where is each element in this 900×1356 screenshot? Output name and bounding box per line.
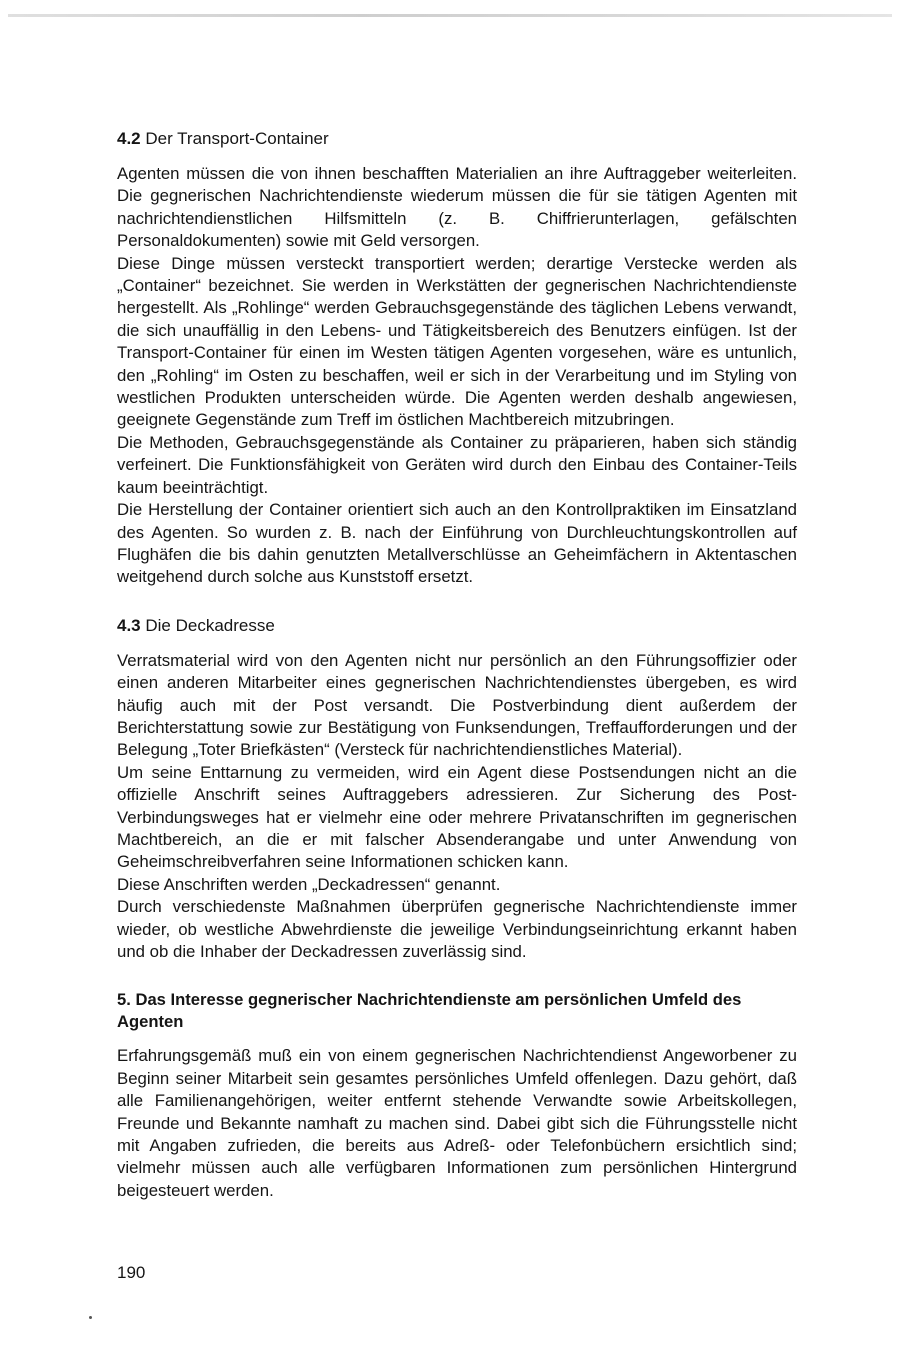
section-heading-4-3 (117, 615, 797, 637)
section-number: 4.2 (117, 129, 141, 148)
page-body (117, 128, 797, 1202)
paragraph: Diese Dinge müssen versteckt transportiert werden; derartige Verstecke werden als „Container“ bezeichnet. Sie werden in Werkstätten der gegnerischen Nachrichtendienste hergestellt. Als „Rohlinge“ werden Gebrauchsgegenstände des täglichen Lebens verwandt, die sich unauffällig in den Lebens- und Tätigkeitsbereich des Benutzers einfügen. Ist der Transport-Container für einen im Westen tätigen Agenten vorgesehen, wäre es untunlich, den „Rohling“ im Osten zu beschaffen, weil er sich in der Verarbeitung und im Styling von westlichen Produkten unterscheiden würde. Die Agenten werden deshalb angewiesen, geeignete Gegenstände zum Treff im östlichen Machtbereich mitzubringen. (117, 253, 797, 430)
paragraph: Agenten müssen die von ihnen beschafften Materialien an ihre Auftraggeber weiterleiten. Die gegnerischen Nachrichtendienste wiederum müssen die für sie tätigen Agenten mit nachrichtendienstlichen Hilfsmitteln (z. B. Chiffrierunterlagen, gefälschten Personaldokumenten) sowie mit Geld versorgen. (117, 164, 797, 251)
scan-speck (89, 1316, 92, 1319)
paragraph: Erfahrungsgemäß muß ein von einem gegnerischen Nachrichtendienst Angeworbener zu Beginn seiner Mitarbeit sein gesamtes persönliches Umfeld offenlegen. Dazu gehört, daß alle Familienangehörigen, weiter entfernt stehende Verwandte sowie Arbeitskollegen, Freunde und Bekannte namhaft zu machen sind. Dabei gibt sich die Führungsstelle nicht mit Angaben zufrieden, die bereits aus Adreß- oder Telefonbüchern ersichtlich sind; vielmehr müssen auch alle verfügbaren Informationen zum persönlichen Hintergrund beigesteuert werden. (117, 1046, 797, 1200)
section-title: Das Interesse gegnerischer Nachrichtendienste am persönlichen Umfeld des Agenten (117, 990, 742, 1032)
section-heading-4-2 (117, 128, 797, 150)
paragraph: Durch verschiedenste Maßnahmen überprüfen gegnerische Nachrichtendienste immer wieder, ob westliche Abwehrdienste die jeweilige Verbindungseinrichtung erkannt haben und ob die Inhaber der Deckadressen zuverlässig sind. (117, 897, 797, 961)
section-title: Der Transport-Container (145, 129, 329, 148)
section-number: 4.3 (117, 615, 141, 635)
section-number: 5. (117, 990, 131, 1010)
section-spacer (117, 963, 797, 989)
paragraph: Die Methoden, Gebrauchsgegenstände als Container zu präparieren, haben sich ständig verfeinert. Die Funktionsfähigkeit von Geräten wird durch den Einbau des Container-Teils kaum beeinträchtigt. (117, 432, 797, 497)
scan-top-edge (8, 14, 892, 17)
paragraph: Um seine Enttarnung zu vermeiden, wird ein Agent diese Postsendungen nicht an die offizielle Anschrift seines Auftraggebers adressieren. Zur Sicherung des Post-Verbindungsweges hat er vielmehr eine oder mehrere Privatanschriften im gegnerischen Machtbereich, an die er mit falscher Absenderangabe und unter Anwendung von Geheimschreibverfahren seine Informationen schicken kann. (117, 762, 797, 872)
paragraph: Verratsmaterial wird von den Agenten nicht nur persönlich an den Führungsoffizier oder einen anderen Mitarbeiter eines gegnerischen Nachrichtendienstes übergeben, es wird häufig auch mit der Post versandt. Die Postverbindung dient außerdem der Berichterstattung sowie zur Bestätigung von Funksendungen, Treffaufforderungen und der Belegung „Toter Briefkästen“ (Versteck für nachrichtendienstliches Material). (117, 650, 797, 760)
section-spacer (117, 589, 797, 615)
section-title: Die Deckadresse (145, 615, 275, 635)
section-heading-5 (117, 989, 797, 1033)
page-number: 190 (117, 1263, 146, 1282)
paragraph: Die Herstellung der Container orientiert sich auch an den Kontrollpraktiken im Einsatzland des Agenten. So wurden z. B. nach der Einführung von Durchleuchtungskontrollen auf Flughäfen die bis dahin genutzten Metallverschlüsse an Geheimfächern in Aktentaschen weitgehend durch solche aus Kunststoff ersetzt. (117, 500, 797, 587)
paragraph: Diese Anschriften werden „Deckadressen“ genannt. (117, 874, 501, 894)
